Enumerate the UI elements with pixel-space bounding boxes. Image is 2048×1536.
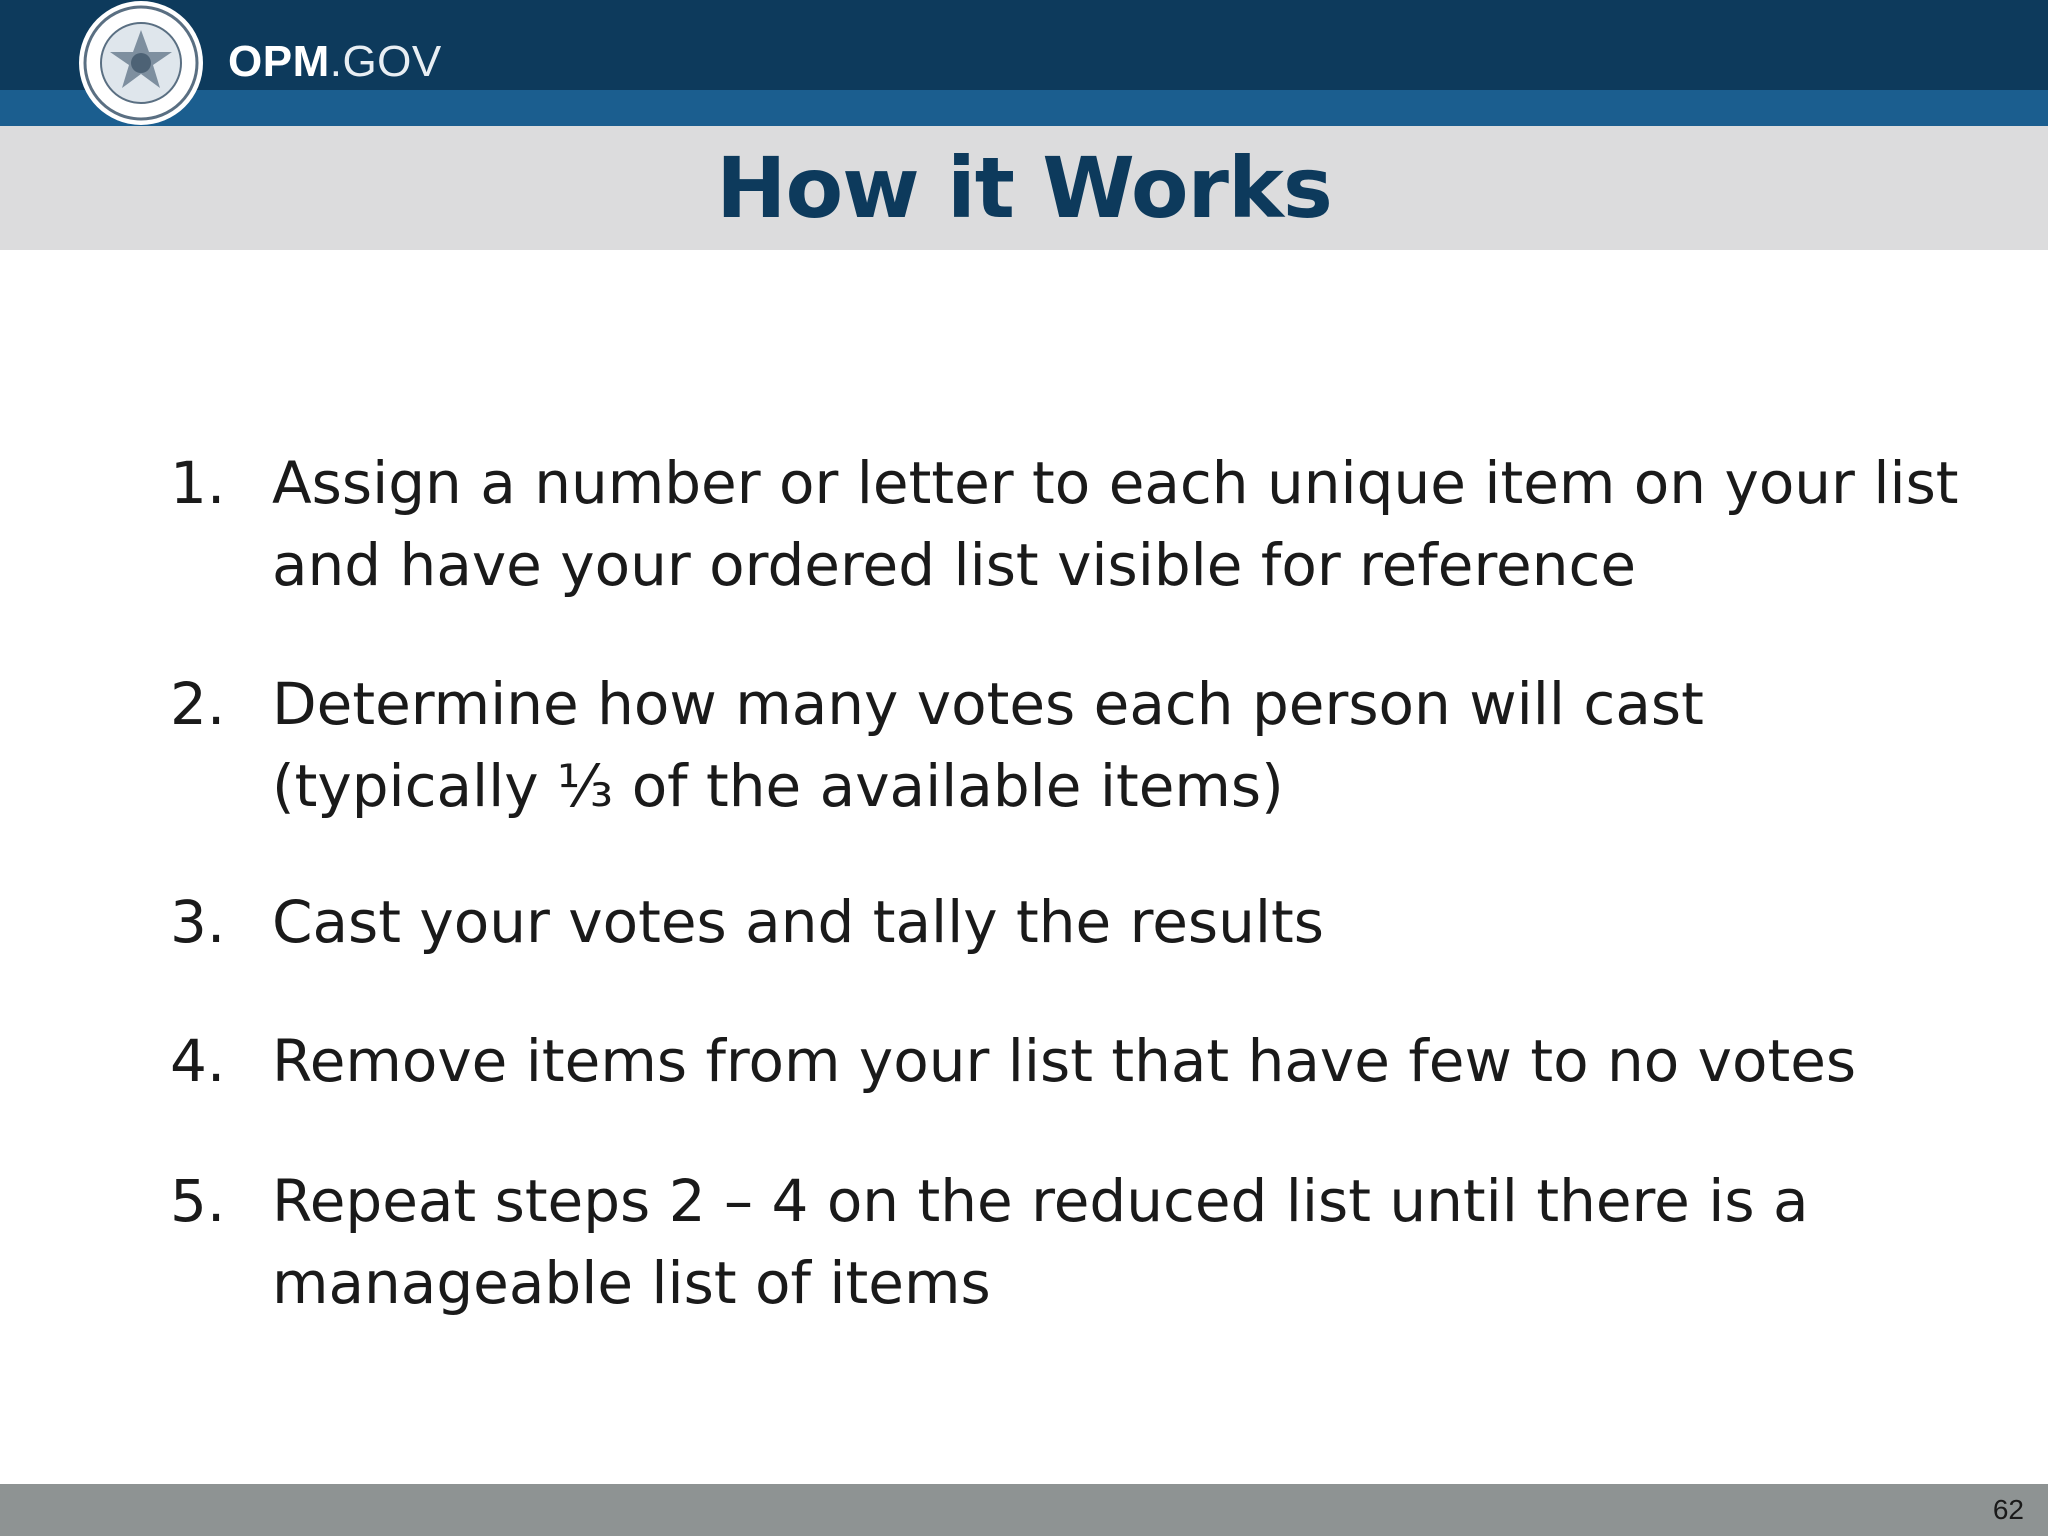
brand-bold: OPM: [228, 37, 330, 86]
slide-title: How it Works: [716, 139, 1332, 237]
step-text: Determine how many votes each person will cast (typically ⅓ of the available items): [272, 670, 1704, 820]
step-number: 1.: [170, 449, 226, 517]
step-text: Repeat steps 2 – 4 on the reduced list until there is a manageable list of items: [272, 1167, 1809, 1317]
header-stripe: [0, 90, 2048, 126]
brand-light: .GOV: [329, 37, 442, 86]
step-text: Assign a number or letter to each unique item on your list and have your ordered list visible for reference: [272, 449, 1959, 599]
step-item: [170, 1160, 1970, 1324]
step-item: [170, 663, 1970, 827]
opm-seal-icon: [76, 0, 206, 126]
step-text: Remove items from your list that have few to no votes: [272, 1027, 1857, 1095]
footer-band: [0, 1484, 2048, 1536]
step-item: [170, 442, 1970, 606]
step-number: 5.: [170, 1167, 226, 1235]
step-number: 4.: [170, 1027, 226, 1095]
step-number: 2.: [170, 670, 226, 738]
brand-wordmark[interactable]: [228, 34, 442, 90]
step-item: [170, 881, 1970, 963]
step-text: Cast your votes and tally the results: [272, 888, 1324, 956]
page-number: 62: [1992, 1494, 2024, 1525]
step-item: [170, 1020, 1970, 1102]
step-number: 3.: [170, 888, 226, 956]
